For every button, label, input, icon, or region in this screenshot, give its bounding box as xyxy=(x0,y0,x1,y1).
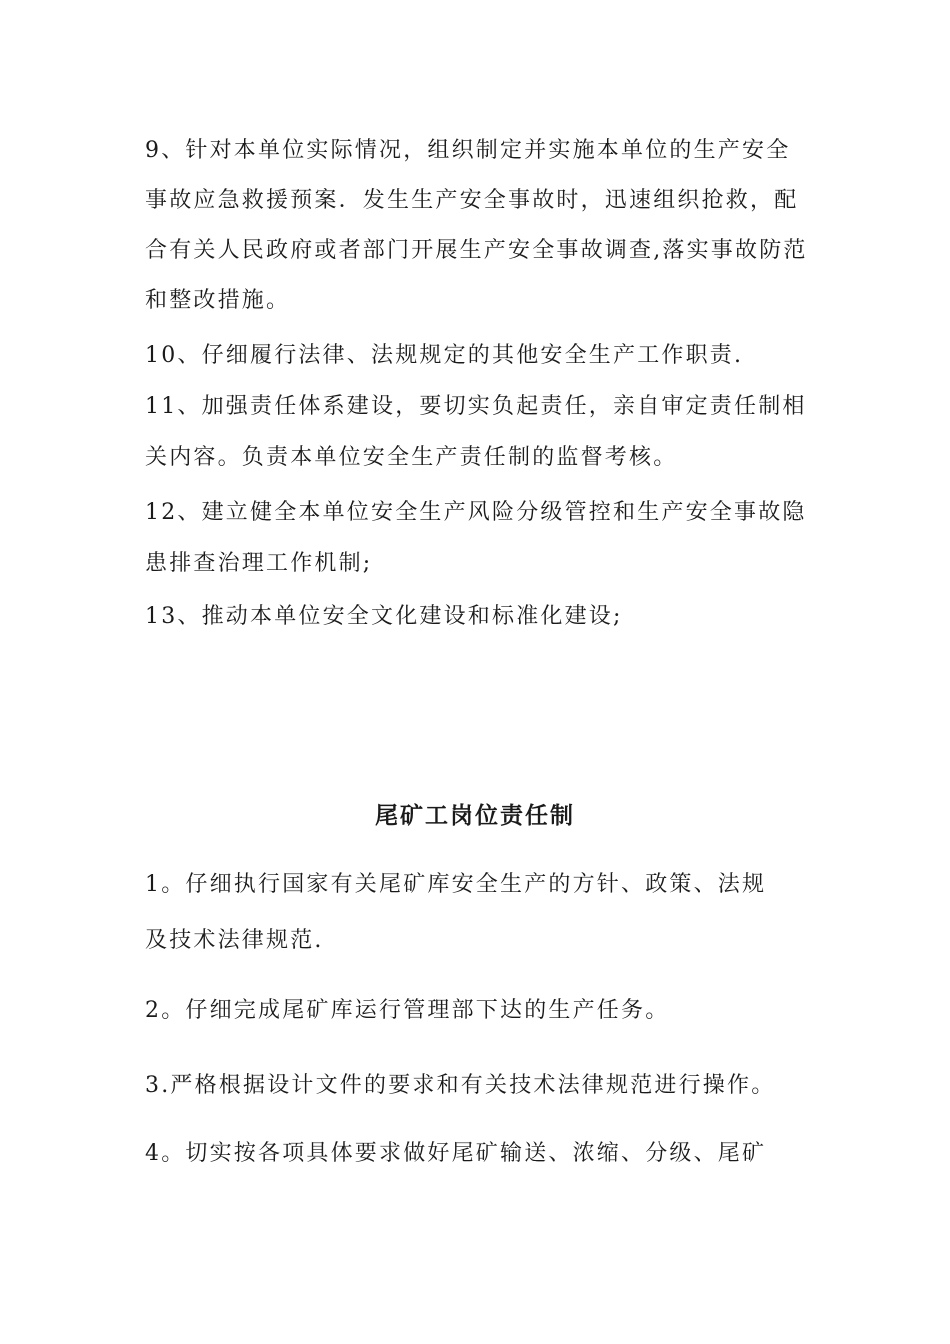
text-line: 1。仔细执行国家有关尾矿库安全生产的方针、政策、法规 xyxy=(145,872,767,897)
text-line: 事故应急救援预案．发生生产安全事故时，迅速组织抢救，配 xyxy=(145,188,799,213)
text-line: 关内容。负责本单位安全生产责任制的监督考核。 xyxy=(145,445,678,470)
paragraph-item-10 xyxy=(145,340,810,372)
paragraph-item-9 xyxy=(145,133,810,333)
paragraph-item-2 xyxy=(145,993,810,1033)
text-line: 10、仔细履行法律、法规规定的其他安全生产工作职责. xyxy=(145,343,744,368)
paragraph-item-3 xyxy=(145,1068,810,1108)
section-title: 尾矿工岗位责任制 xyxy=(375,802,575,829)
text-line: 11、加强责任体系建设，要切实负起责任，亲自审定责任制相 xyxy=(145,394,807,419)
paragraph-item-13 xyxy=(145,601,810,633)
text-line: 2。仔细完成尾矿库运行管理部下达的生产任务。 xyxy=(145,998,670,1023)
text-line: 12、建立健全本单位安全生产风险分级管控和生产安全事故隐 xyxy=(145,500,807,525)
text-line: 4。切实按各项具体要求做好尾矿输送、浓缩、分级、尾矿 xyxy=(145,1141,767,1166)
paragraph-item-4 xyxy=(145,1136,810,1176)
paragraph-item-12 xyxy=(145,495,810,597)
paragraph-item-11 xyxy=(145,389,810,491)
text-line: 合有关人民政府或者部门开展生产安全事故调查,落实事故防范 xyxy=(145,238,808,263)
text-line: 和整改措施。 xyxy=(145,288,291,313)
text-line: 13、推动本单位安全文化建设和标准化建设; xyxy=(145,604,623,629)
text-line: 患排查治理工作机制; xyxy=(145,551,373,576)
paragraph-item-1 xyxy=(145,867,810,979)
text-line: 3.严格根据设计文件的要求和有关技术法律规范进行操作。 xyxy=(145,1073,776,1098)
text-line: 及技术法律规范. xyxy=(145,928,324,953)
text-line: 9、针对本单位实际情况，组织制定并实施本单位的生产安全 xyxy=(145,138,791,163)
